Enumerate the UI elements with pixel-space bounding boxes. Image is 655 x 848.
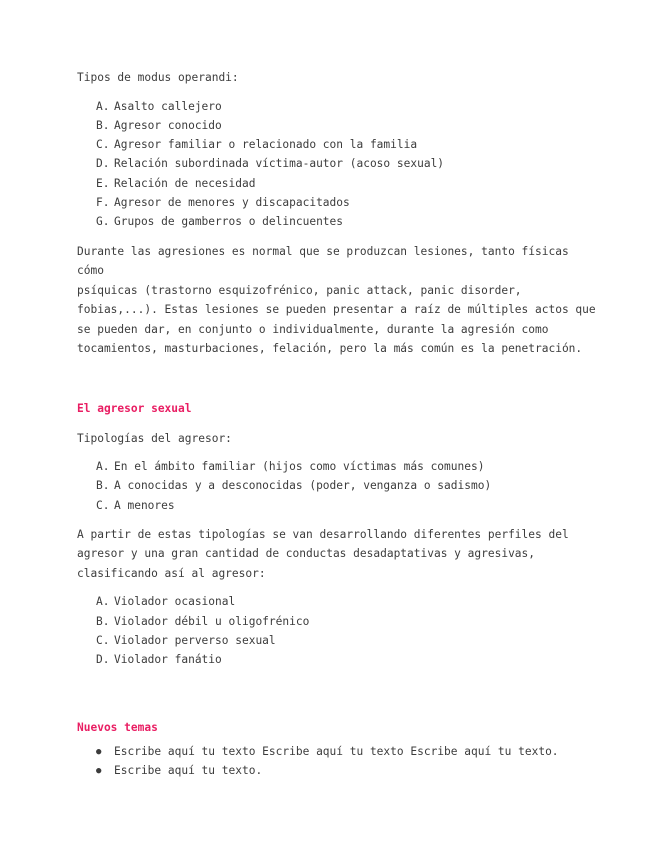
tipologias-intro: Tipologías del agresor: — [77, 431, 232, 445]
paragraph-line: se pueden dar, en conjunto o individualmente, durante la agresión como — [77, 322, 549, 336]
paragraph-line: tocamientos, masturbaciones, felación, pero la más común es la penetración. — [77, 342, 583, 356]
heading-nuevos-temas: Nuevos temas — [77, 720, 158, 734]
list-item: A. En el ámbito familiar (hijos como víctimas más comunes) — [96, 460, 485, 474]
list-item: B. Violador débil u oligofrénico — [96, 614, 310, 628]
paragraph-line: fobias,...). Estas lesiones se pueden presentar a raíz de múltiples actos que — [77, 303, 596, 317]
list-item: A. Asalto callejero — [96, 99, 222, 113]
modus-operandi-intro: Tipos de modus operandi: — [77, 71, 239, 84]
bullet-icon: ● — [96, 746, 102, 757]
heading-el-agresor-sexual: El agresor sexual — [77, 401, 192, 415]
modus-operandi-list — [96, 97, 597, 232]
list-item: C. A menores — [96, 498, 175, 512]
list-item: A. Violador ocasional — [96, 595, 236, 609]
list-item: D. Violador fanátio — [96, 653, 222, 667]
list-item: D. Relación subordinada víctima-autor (acoso sexual) — [96, 157, 445, 171]
bullet-icon: ● — [96, 766, 102, 777]
paragraph-line: A partir de estas tipologías se van desarrollando diferentes perfiles del — [77, 527, 569, 541]
tipologias-list — [96, 457, 597, 515]
list-item: B. Agresor conocido — [96, 118, 222, 132]
violador-list — [96, 592, 597, 669]
list-item: ● Escribe aquí tu texto Escribe aquí tu texto Escribe aquí tu texto. — [96, 742, 597, 762]
perfiles-paragraph — [77, 525, 597, 584]
list-item: C. Agresor familiar o relacionado con la familia — [96, 138, 418, 152]
list-item: E. Relación de necesidad — [96, 176, 256, 190]
paragraph-line: agresor y una gran cantidad de conductas desadaptativas y agresivas, — [77, 547, 536, 561]
paragraph-line: psíquicas (trastorno esquizofrénico, panic attack, panic disorder, — [77, 283, 522, 297]
paragraph-line: clasificando así al agresor: — [77, 566, 266, 580]
list-item: B. A conocidas y a desconocidas (poder, venganza o sadismo) — [96, 479, 492, 493]
list-item: F. Agresor de menores y discapacitados — [96, 195, 350, 209]
list-item: G. Grupos de gamberros o delincuentes — [96, 215, 344, 229]
lesiones-paragraph — [77, 242, 597, 359]
paragraph-line: Durante las agresiones es normal que se produzcan lesiones, tanto físicas cómo — [77, 244, 569, 278]
list-item: ● Escribe aquí tu texto. — [96, 761, 597, 781]
list-item: C. Violador perverso sexual — [96, 634, 276, 648]
document-page — [77, 60, 597, 781]
nuevos-temas-list — [96, 742, 597, 781]
